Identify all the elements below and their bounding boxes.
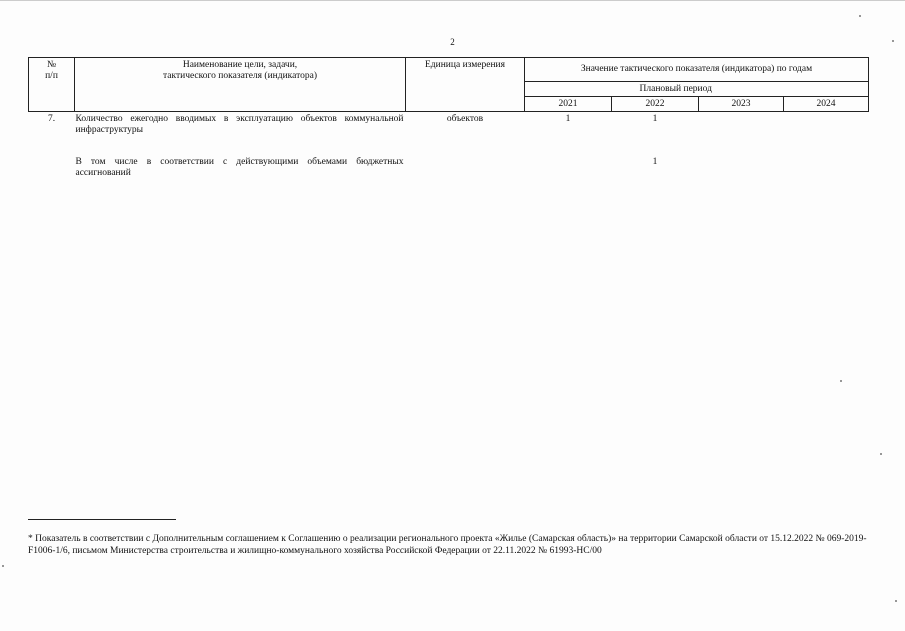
scan-speck: [880, 453, 882, 455]
header-year: 2022: [612, 97, 699, 112]
scan-speck: [892, 40, 894, 42]
row-value-2023: [699, 155, 784, 181]
header-values: Значение тактического показателя (индикатора) по годам: [525, 58, 869, 82]
page-number: 2: [450, 37, 455, 47]
row-value-2024: [784, 112, 869, 139]
row-unit: [406, 155, 525, 181]
indicators-table: [28, 57, 869, 181]
scan-edge: [0, 0, 905, 1]
header-num: № п/п: [29, 58, 75, 112]
row-value-2021: 1: [565, 114, 571, 124]
header-unit: Единица измерения: [406, 58, 525, 112]
scan-speck: [2, 565, 4, 567]
row-value-2022: 1: [652, 114, 658, 124]
row-value-2022: 1: [652, 157, 658, 167]
header-planned-period: Плановый период: [612, 82, 869, 97]
scan-speck: [895, 600, 897, 602]
table-row: [29, 112, 869, 139]
header-name: Наименование цели, задачи, тактического показателя (индикатора): [75, 58, 406, 112]
row-spacer: [29, 138, 869, 155]
row-value-2023: [699, 112, 784, 139]
row-num: 7.: [47, 114, 56, 124]
header-period-spacer: [525, 82, 612, 97]
row-num: [29, 155, 75, 181]
footnote-text: * Показатель в соответствии с Дополнительным соглашением к Соглашению о реализации регионального проекта «Жилье (Самарская область)» на территории Самарской области от 15.12.2022 № 069-2019-F1006-1/6, письмом Министерства строительства и жилищно-коммунального хозяйства Российской Федерации от 22.11.2022 № 61993-НС/00: [28, 534, 867, 556]
row-name: Количество ежегодно вводимых в эксплуатацию объектов коммунальной инфраструктуры: [75, 114, 404, 135]
header-year: 2021: [525, 97, 612, 112]
header-year: 2024: [784, 97, 869, 112]
scan-speck: [840, 380, 842, 382]
row-name: В том числе в соответствии с действующими объемами бюджетных ассигнований: [75, 157, 404, 178]
footnote-rule: [28, 519, 176, 520]
row-unit: объектов: [446, 114, 484, 124]
row-value-2021: [525, 155, 612, 181]
header-year: 2023: [699, 97, 784, 112]
scan-speck: [859, 15, 861, 17]
row-value-2024: [784, 155, 869, 181]
table-row: [29, 155, 869, 181]
